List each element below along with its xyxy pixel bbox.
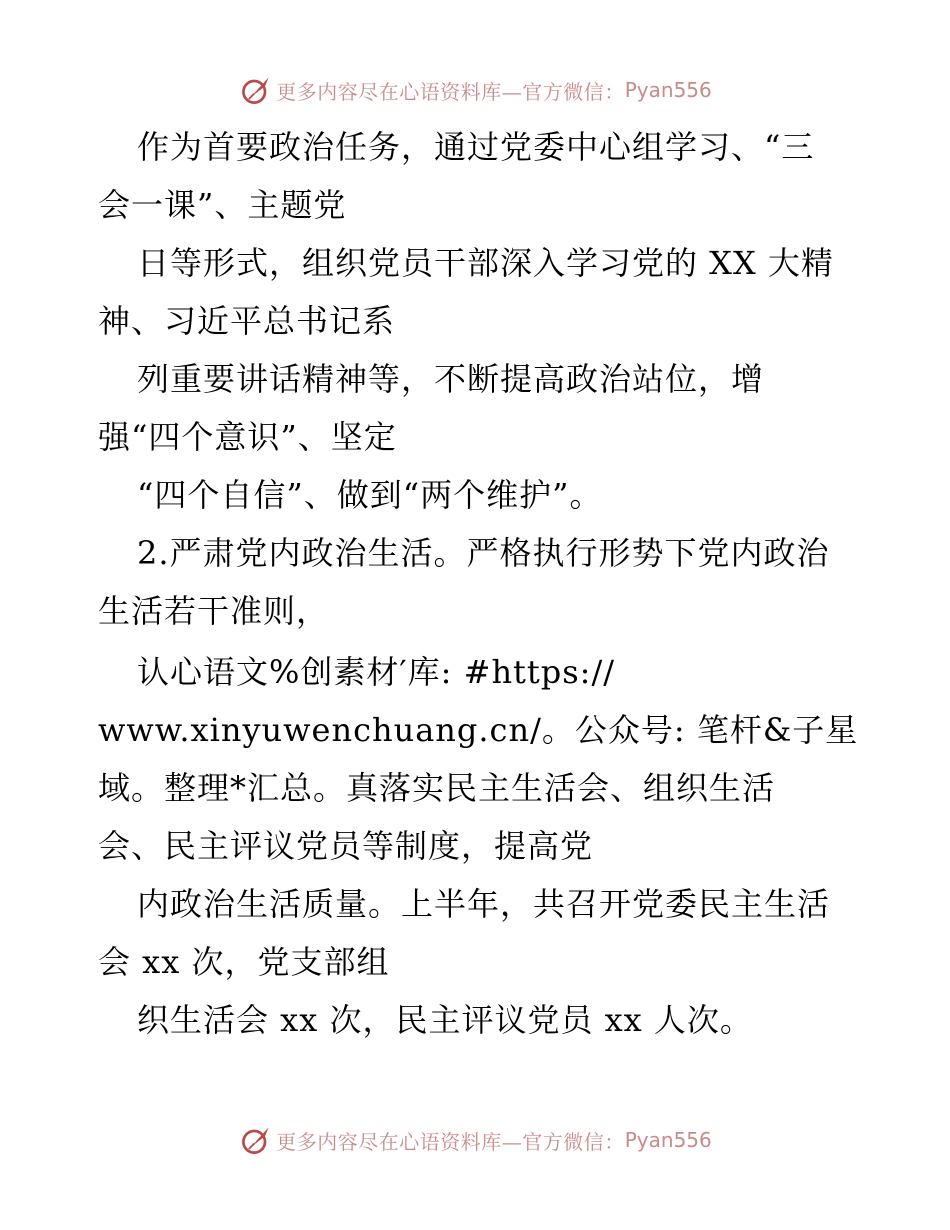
body-line: 2.严肃党内政治生活。严格执行形势下党内政治	[137, 534, 830, 572]
body-line: 列重要讲话精神等，不断提高政治站位，增	[137, 360, 765, 398]
footer-watermark	[0, 1120, 950, 1160]
body-line: 日等形式，组织党员干部深入学习党的 XX 大精	[137, 244, 834, 282]
header-banner-text: 更多内容尽在心语资料库—官方微信：	[276, 79, 625, 104]
body-line: 会一课”、主题党	[98, 186, 347, 224]
body-line: 认心语文%创素材′库: #https://	[137, 653, 616, 691]
body-line: 生活若干准则，	[98, 592, 330, 630]
body-line: 作为首要政治任务，通过党委中心组学习、“三	[137, 128, 815, 166]
body-line: www.xinyuwenchuang.cn/。公众号: 笔杆&子星	[98, 711, 859, 749]
body-line: 会 xx 次，党支部组	[98, 943, 390, 981]
body-line: 织生活会 xx 次，民主评议党员 xx 人次。	[137, 1001, 753, 1039]
quill-logo-icon	[238, 1122, 274, 1158]
body-line: 强“四个意识”、坚定	[98, 418, 397, 456]
footer-banner-text: 更多内容尽在心语资料库—官方微信：	[276, 1129, 625, 1154]
body-line: 会、民主评议党员等制度，提高党	[98, 827, 594, 865]
body-line: 域。整理*汇总。真落实民主生活会、组织生活	[98, 769, 776, 807]
header-banner-contact: Pyan556	[624, 78, 712, 102]
body-line: 内政治生活质量。上半年，共召开党委民主生活	[137, 885, 831, 923]
body-line: 神、习近平总书记系	[98, 302, 396, 340]
footer-banner-contact: Pyan556	[624, 1128, 712, 1152]
body-line: “四个自信”、做到“两个维护”。	[137, 476, 603, 514]
